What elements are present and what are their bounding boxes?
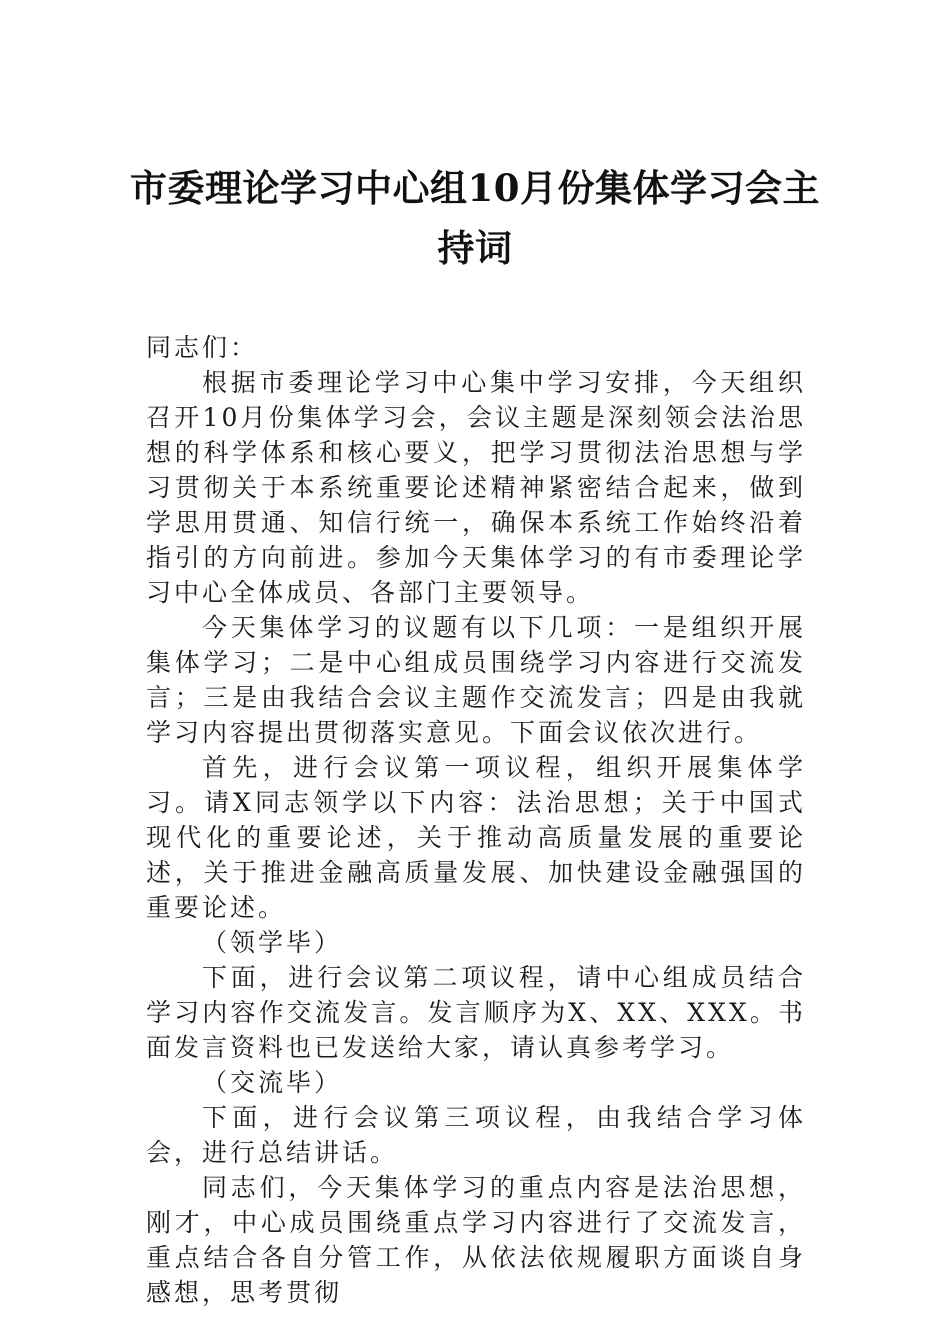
stage-note-reading-done: （领学毕） (202, 928, 343, 957)
paragraph-agenda: 今天集体学习的议题有以下几项：一是组织开展集体学习；二是中心组成员围绕学习内容进行交流发言；三是由我结合会议主题作交流发言；四是由我就学习内容提出贯彻落实意见。下面会议依次进行。 (146, 613, 806, 747)
title-line-1: 市委理论学习中心组10月份集体学习会主 (130, 166, 820, 210)
salutation: 同志们： (146, 333, 259, 362)
document-title (120, 158, 830, 278)
paragraph-item-three: 下面，进行会议第三项议程，由我结合学习体会，进行总结讲话。 (146, 1103, 806, 1167)
stage-note-exchange-done: （交流毕） (202, 1068, 343, 1097)
title-line-2: 持词 (437, 226, 513, 270)
paragraph-summary: 同志们，今天集体学习的重点内容是法治思想，刚才，中心成员围绕重点学习内容进行了交流发言，重点结合各自分管工作，从依法依规履职方面谈自身感想，思考贯彻 (146, 1173, 806, 1307)
paragraph-item-one: 首先，进行会议第一项议程，组织开展集体学习。请X同志领学以下内容：法治思想；关于中国式现代化的重要论述，关于推动高质量发展的重要论述，关于推进金融高质量发展、加快建设金融强国的重要论述。 (146, 753, 806, 922)
document-body (146, 330, 806, 1310)
paragraph-item-two: 下面，进行会议第二项议程，请中心组成员结合学习内容作交流发言。发言顺序为X、XX、XXX。书面发言资料也已发送给大家，请认真参考学习。 (146, 963, 806, 1062)
paragraph-opening: 根据市委理论学习中心集中学习安排，今天组织召开10月份集体学习会，会议主题是深刻领会法治思想的科学体系和核心要义，把学习贯彻法治思想与学习贯彻关于本系统重要论述精神紧密结合起来，做到学思用贯通、知信行统一，确保本系统工作始终沿着指引的方向前进。参加今天集体学习的有市委理论学习中心全体成员、各部门主要领导。 (146, 368, 806, 607)
